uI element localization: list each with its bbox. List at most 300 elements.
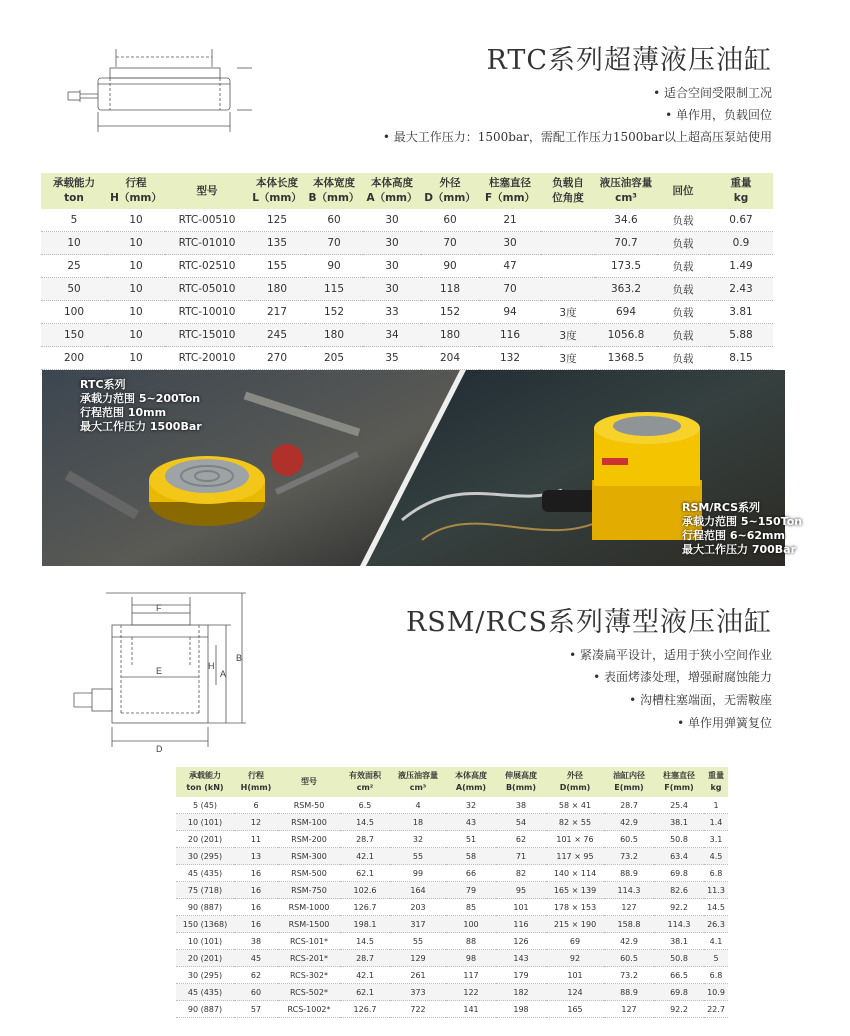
rsm-table-cell: RCS-201* (278, 950, 340, 967)
rtc-table-cell: 0.9 (709, 232, 773, 255)
rtc-table-cell: 负载 (657, 278, 709, 301)
rsm-col-header-line: 液压油容量 (398, 771, 438, 780)
dim-label-b: B (236, 653, 243, 663)
rsm-table-cell: 85 (446, 899, 496, 916)
rtc-feature-1: • 适合空间受限制工况 (653, 86, 772, 100)
rtc-table-row (41, 347, 773, 370)
rtc-table-cell: 90 (305, 255, 363, 278)
rsm-col-header (446, 767, 496, 797)
rtc-col-header-line: 承载能力 (53, 177, 95, 189)
rtc-table-cell: 180 (249, 278, 305, 301)
rsm-col-header (654, 767, 704, 797)
rtc-photo-line-3: 行程范围 10mm (80, 406, 167, 419)
rtc-col-header (305, 173, 363, 209)
rtc-col-header-line: 柱塞直径 (489, 177, 531, 189)
rtc-table-cell: 0.67 (709, 209, 773, 232)
rtc-table-cell: 负载 (657, 209, 709, 232)
rtc-table-cell: 5.88 (709, 324, 773, 347)
rtc-table-cell: 3度 (541, 301, 595, 324)
rsm-table-cell: 79 (446, 882, 496, 899)
rtc-table-cell: 115 (305, 278, 363, 301)
rsm-table-row (176, 1001, 728, 1018)
rsm-table-cell: 63.4 (654, 848, 704, 865)
rtc-table-cell: 135 (249, 232, 305, 255)
rtc-table-cell: 150 (41, 324, 107, 347)
rsm-feature-4: • 单作用弹簧复位 (677, 716, 772, 730)
rsm-table-cell: 6.8 (704, 967, 728, 984)
rtc-table-cell: 204 (421, 347, 479, 370)
rsm-table-cell: 42.9 (604, 933, 654, 950)
rsm-col-header-line: cm³ (409, 783, 427, 792)
rtc-spec-table (41, 173, 773, 370)
rtc-table-cell: 30 (479, 232, 541, 255)
rsm-table-cell: 62.1 (340, 865, 390, 882)
rtc-table-cell: 70 (421, 232, 479, 255)
rsm-table-cell: 179 (496, 967, 546, 984)
rsm-table-cell: 5 (704, 950, 728, 967)
rsm-table-cell: 101 (496, 899, 546, 916)
rsm-table-cell: 30 (295) (176, 848, 234, 865)
rsm-table-row (176, 797, 728, 814)
rsm-table-cell: 90 (887) (176, 899, 234, 916)
rsm-table-cell: 90 (887) (176, 1001, 234, 1018)
rsm-table-cell: RCS-502* (278, 984, 340, 1001)
rtc-table-cell: 118 (421, 278, 479, 301)
rsm-table-cell: 92 (546, 950, 604, 967)
rsm-col-header-line: 承载能力 (189, 771, 221, 780)
rsm-table-cell: RCS-101* (278, 933, 340, 950)
rtc-table-cell: 10 (107, 324, 165, 347)
rsm-table-cell: RCS-302* (278, 967, 340, 984)
rtc-table-cell: 694 (595, 301, 657, 324)
rsm-table-cell: 73.2 (604, 967, 654, 984)
rsm-table-cell: 198.1 (340, 916, 390, 933)
rsm-table-cell: 38 (234, 933, 278, 950)
rtc-col-header (479, 173, 541, 209)
rsm-table-cell: 1 (704, 797, 728, 814)
rsm-table-cell: 28.7 (340, 950, 390, 967)
rtc-col-header (363, 173, 421, 209)
rtc-table-cell: RTC-05010 (165, 278, 249, 301)
rsm-photo-line-1: RSM/RCS系列 (682, 501, 761, 514)
rtc-table-cell: 负载 (657, 347, 709, 370)
product-photo-band (42, 370, 803, 566)
rsm-table-cell: RSM-200 (278, 831, 340, 848)
rtc-table-cell: 10 (107, 347, 165, 370)
rsm-table-cell: 141 (446, 1001, 496, 1018)
rsm-table-cell: 11 (234, 831, 278, 848)
rtc-table-cell: 70 (479, 278, 541, 301)
rsm-table-cell: 69 (546, 933, 604, 950)
rtc-col-header-line: A（mm） (366, 192, 418, 204)
rsm-col-header-line: 柱塞直径 (663, 771, 695, 780)
rsm-table-cell: 66.5 (654, 967, 704, 984)
rtc-table-cell: 116 (479, 324, 541, 347)
rtc-cylinder-drawing (62, 40, 252, 145)
rtc-col-header (165, 173, 249, 209)
rtc-table-cell: RTC-02510 (165, 255, 249, 278)
rtc-table-cell: 180 (305, 324, 363, 347)
rtc-table-cell: 30 (363, 232, 421, 255)
rsm-col-header-line: D(mm) (559, 783, 591, 792)
rtc-feature-2: • 单作用，负载回位 (665, 108, 772, 122)
rsm-col-header-line: 有效面积 (349, 771, 381, 780)
rsm-table-cell: 57 (234, 1001, 278, 1018)
rsm-col-header-line: B(mm) (505, 783, 537, 792)
rsm-col-header-line: 重量 (708, 771, 724, 780)
rtc-table-row (41, 209, 773, 232)
rtc-table-cell: 8.15 (709, 347, 773, 370)
rsm-table-row (176, 984, 728, 1001)
rsm-table-cell: 69.8 (654, 984, 704, 1001)
rsm-col-header-line: ton (kN) (186, 783, 224, 792)
rtc-col-header (657, 173, 709, 209)
rtc-table-row (41, 324, 773, 347)
rsm-table-cell: 38.1 (654, 814, 704, 831)
rsm-table-cell: 1.4 (704, 814, 728, 831)
rsm-table-cell: 22.7 (704, 1001, 728, 1018)
rtc-table-cell: 217 (249, 301, 305, 324)
rsm-table-cell: 60 (234, 984, 278, 1001)
rsm-col-header (278, 767, 340, 797)
rsm-spec-table (176, 767, 728, 1018)
rtc-table-cell: 155 (249, 255, 305, 278)
rsm-table-row (176, 882, 728, 899)
rtc-col-header-line: ton (64, 192, 84, 204)
rsm-table-cell: 117 (446, 967, 496, 984)
rtc-table-cell: 3.81 (709, 301, 773, 324)
rsm-col-header-line: H(mm) (240, 783, 272, 792)
rtc-col-header-line: 本体高度 (371, 177, 413, 189)
rsm-col-header-line: kg (710, 783, 722, 792)
rsm-table-cell: 6 (234, 797, 278, 814)
rsm-cylinder-drawing (66, 585, 262, 755)
rtc-table-row (41, 255, 773, 278)
rtc-table-cell: RTC-00510 (165, 209, 249, 232)
rtc-table-cell: 94 (479, 301, 541, 324)
rsm-table-cell: 60.5 (604, 950, 654, 967)
rtc-table-cell: 30 (363, 255, 421, 278)
rtc-col-header-line: 本体长度 (256, 177, 298, 189)
rsm-col-header-line: 行程 (248, 771, 264, 780)
rsm-table-cell: RSM-300 (278, 848, 340, 865)
rtc-table-row (41, 301, 773, 324)
rsm-table-cell: 215 × 190 (546, 916, 604, 933)
rsm-table-cell: 58 × 41 (546, 797, 604, 814)
rsm-table-cell: 55 (390, 933, 446, 950)
rtc-col-header (249, 173, 305, 209)
rsm-table-row (176, 831, 728, 848)
rtc-col-header-line: 本体宽度 (313, 177, 355, 189)
rtc-table-cell: 60 (421, 209, 479, 232)
rsm-feature-3: • 沟槽柱塞端面，无需鞍座 (629, 693, 772, 707)
rsm-table-cell: 4.5 (704, 848, 728, 865)
rtc-table-cell: 173.5 (595, 255, 657, 278)
rtc-col-header-line: 位角度 (552, 192, 584, 204)
rsm-table-cell: 20 (201) (176, 831, 234, 848)
rsm-photo-line-2: 承载力范围 5~150Ton (682, 515, 803, 528)
rtc-table-cell: 34 (363, 324, 421, 347)
rsm-table-cell: 126.7 (340, 899, 390, 916)
rtc-table-cell: 25 (41, 255, 107, 278)
rtc-table-cell: 152 (421, 301, 479, 324)
rsm-table-cell: 50.8 (654, 831, 704, 848)
rsm-table-cell: 20 (201) (176, 950, 234, 967)
rtc-feature-3: • 最大工作压力：1500bar，需配工作压力1500bar以上超高压泵站使用 (382, 130, 772, 144)
rtc-photo-line-4: 最大工作压力 1500Bar (80, 420, 202, 433)
rsm-table-cell: RSM-1000 (278, 899, 340, 916)
rtc-table-cell: 245 (249, 324, 305, 347)
rsm-col-header-line: A(mm) (455, 783, 487, 792)
rsm-table-cell: 16 (234, 882, 278, 899)
rtc-table-cell: 132 (479, 347, 541, 370)
rsm-table-cell: RSM-1500 (278, 916, 340, 933)
rtc-table-row (41, 278, 773, 301)
rsm-table-cell: 126 (496, 933, 546, 950)
rsm-table-cell: 10.9 (704, 984, 728, 1001)
rtc-table-cell: RTC-01010 (165, 232, 249, 255)
rsm-table-cell: 66 (446, 865, 496, 882)
rsm-table-cell: 62.1 (340, 984, 390, 1001)
rtc-table-cell: 70.7 (595, 232, 657, 255)
rtc-table-cell: 负载 (657, 255, 709, 278)
rsm-table-cell: 32 (390, 831, 446, 848)
rsm-table-cell: 165 × 139 (546, 882, 604, 899)
rtc-table-cell: 100 (41, 301, 107, 324)
rsm-table-row (176, 950, 728, 967)
rsm-table-cell: 51 (446, 831, 496, 848)
rsm-table-cell: 126.7 (340, 1001, 390, 1018)
rsm-table-cell: 116 (496, 916, 546, 933)
rtc-table-cell: 10 (107, 278, 165, 301)
rtc-col-header-line: H（mm） (110, 192, 162, 204)
rtc-table-cell: 30 (363, 278, 421, 301)
rsm-table-cell: 62 (234, 967, 278, 984)
rsm-table-cell: 4 (390, 797, 446, 814)
rtc-table-cell: 60 (305, 209, 363, 232)
rsm-table-cell: 127 (604, 899, 654, 916)
rsm-table-cell: 143 (496, 950, 546, 967)
rsm-table-cell: 182 (496, 984, 546, 1001)
rsm-table-cell: 82 (496, 865, 546, 882)
rsm-table-cell: 140 × 114 (546, 865, 604, 882)
rsm-table-cell: 54 (496, 814, 546, 831)
rsm-table-cell: 28.7 (340, 831, 390, 848)
rsm-table-cell: 261 (390, 967, 446, 984)
rsm-table-cell: RSM-750 (278, 882, 340, 899)
rsm-table-cell: 88.9 (604, 865, 654, 882)
rtc-table-cell: 负载 (657, 324, 709, 347)
rsm-table-cell: 12 (234, 814, 278, 831)
rsm-table-cell: 11.3 (704, 882, 728, 899)
rsm-table-cell: 98 (446, 950, 496, 967)
rsm-table-cell: 14.5 (704, 899, 728, 916)
rtc-table-cell: 10 (107, 232, 165, 255)
rsm-table-cell: 122 (446, 984, 496, 1001)
rsm-col-header (176, 767, 234, 797)
rsm-table-cell: 5 (45) (176, 797, 234, 814)
rsm-table-cell: 3.1 (704, 831, 728, 848)
rtc-table-cell: 3度 (541, 324, 595, 347)
rsm-table-cell: 178 × 153 (546, 899, 604, 916)
rtc-table-cell (541, 209, 595, 232)
rtc-col-header-line: 重量 (730, 177, 752, 189)
rtc-col-header-line: F（mm） (484, 192, 536, 204)
rtc-table-cell (541, 232, 595, 255)
rsm-table-cell: 203 (390, 899, 446, 916)
rsm-table-cell: 16 (234, 916, 278, 933)
rsm-table-cell: 6.8 (704, 865, 728, 882)
rsm-table-cell: 114.3 (654, 916, 704, 933)
rsm-table-cell: 25.4 (654, 797, 704, 814)
rsm-table-cell: 88.9 (604, 984, 654, 1001)
rsm-table-row (176, 916, 728, 933)
rsm-table-cell: RSM-100 (278, 814, 340, 831)
rsm-table-cell: 45 (234, 950, 278, 967)
rsm-table-cell: 165 (546, 1001, 604, 1018)
rtc-table-cell: 1368.5 (595, 347, 657, 370)
rsm-table-cell: 10 (101) (176, 933, 234, 950)
rsm-table-cell: 38.1 (654, 933, 704, 950)
rsm-table-cell: 26.3 (704, 916, 728, 933)
rsm-table-cell: 60.5 (604, 831, 654, 848)
rtc-table-cell: 30 (363, 209, 421, 232)
rtc-col-header (595, 173, 657, 209)
rtc-table-cell: 10 (107, 255, 165, 278)
rsm-col-header-line: cm² (356, 783, 374, 792)
rsm-table-cell: 58 (446, 848, 496, 865)
rtc-col-header-line: 外径 (439, 177, 461, 189)
rtc-table-cell: 180 (421, 324, 479, 347)
rtc-table-cell: 125 (249, 209, 305, 232)
rtc-col-header-line: 型号 (196, 184, 218, 197)
rtc-col-header-line: 行程 (125, 177, 147, 189)
rsm-table-cell: 69.8 (654, 865, 704, 882)
rsm-table-cell: 129 (390, 950, 446, 967)
rtc-table-cell: 50 (41, 278, 107, 301)
rtc-col-header-line: D（mm） (424, 192, 476, 204)
rsm-table-cell: 42.1 (340, 848, 390, 865)
rtc-photo-caption (80, 378, 202, 434)
rsm-table-row (176, 899, 728, 916)
rsm-table-cell: 42.9 (604, 814, 654, 831)
rsm-table-header (176, 767, 728, 797)
rsm-col-header-line: 油缸内径 (613, 771, 645, 780)
rsm-table-cell: 32 (446, 797, 496, 814)
rtc-table-cell: 270 (249, 347, 305, 370)
rsm-col-header-line: 本体高度 (455, 771, 487, 780)
rtc-col-header (41, 173, 107, 209)
rsm-col-header-line: 型号 (301, 777, 317, 786)
rsm-table-cell: RSM-50 (278, 797, 340, 814)
rtc-table-cell: 34.6 (595, 209, 657, 232)
rsm-table-cell: 158.8 (604, 916, 654, 933)
rsm-col-header-line: 伸展高度 (505, 771, 537, 780)
rsm-table-cell: 28.7 (604, 797, 654, 814)
rsm-col-header (546, 767, 604, 797)
rsm-table-cell: 150 (1368) (176, 916, 234, 933)
rtc-table-cell: RTC-15010 (165, 324, 249, 347)
rtc-table-cell: 200 (41, 347, 107, 370)
rsm-feature-2: • 表面烤漆处理，增强耐腐蚀能力 (593, 670, 772, 684)
rtc-photo-line-2: 承载力范围 5~200Ton (80, 392, 201, 405)
rtc-table-cell (541, 255, 595, 278)
rtc-table-cell: 1056.8 (595, 324, 657, 347)
rtc-table-cell (541, 278, 595, 301)
rsm-table-cell: 102.6 (340, 882, 390, 899)
rtc-col-header (709, 173, 773, 209)
rsm-table-cell: 43 (446, 814, 496, 831)
rtc-table-cell: 1.49 (709, 255, 773, 278)
rsm-table-cell: 101 × 76 (546, 831, 604, 848)
rsm-table-cell: 88 (446, 933, 496, 950)
rsm-col-header (496, 767, 546, 797)
rsm-table-cell: 73.2 (604, 848, 654, 865)
dim-label-f: F (156, 603, 162, 613)
rsm-photo-line-4: 最大工作压力 700Bar (682, 543, 797, 556)
rtc-col-header-line: 负载自 (552, 177, 584, 189)
rsm-table-cell: 101 (546, 967, 604, 984)
rsm-table-cell: 16 (234, 899, 278, 916)
rtc-table-cell: 3度 (541, 347, 595, 370)
rsm-table-row (176, 848, 728, 865)
rsm-table-cell: 30 (295) (176, 967, 234, 984)
rsm-table-cell: 92.2 (654, 1001, 704, 1018)
rtc-table-cell: 152 (305, 301, 363, 324)
rsm-table-cell: 10 (101) (176, 814, 234, 831)
rtc-table-cell: RTC-10010 (165, 301, 249, 324)
rsm-table-cell: 18 (390, 814, 446, 831)
rtc-title: RTC系列超薄液压油缸 (486, 45, 772, 76)
rtc-col-header-line: 液压油容量 (599, 177, 653, 189)
rtc-table-cell: 负载 (657, 232, 709, 255)
rsm-col-header (604, 767, 654, 797)
rsm-table-cell: 45 (435) (176, 984, 234, 1001)
rsm-table-cell: 14.5 (340, 814, 390, 831)
rtc-col-header (421, 173, 479, 209)
rsm-photo-line-3: 行程范围 6~62mm (682, 529, 785, 542)
rsm-table-cell: 82.6 (654, 882, 704, 899)
rsm-table-cell: 92.2 (654, 899, 704, 916)
rsm-table-cell: 55 (390, 848, 446, 865)
rsm-table-cell: 38 (496, 797, 546, 814)
rsm-table-cell: 117 × 95 (546, 848, 604, 865)
rsm-table-cell: 62 (496, 831, 546, 848)
rsm-table-cell: 16 (234, 865, 278, 882)
rtc-table-cell: 10 (41, 232, 107, 255)
rtc-table-cell: 10 (107, 209, 165, 232)
rtc-col-header-line: cm³ (615, 192, 637, 204)
rsm-col-header-line: F(mm) (664, 783, 694, 792)
rtc-table-cell: 70 (305, 232, 363, 255)
rsm-table-cell: 13 (234, 848, 278, 865)
rtc-col-header (107, 173, 165, 209)
rsm-table-cell: 50.8 (654, 950, 704, 967)
rtc-col-header-line: B（mm） (308, 192, 360, 204)
rsm-col-header (340, 767, 390, 797)
rsm-table-cell: 164 (390, 882, 446, 899)
rsm-table-cell: 42.1 (340, 967, 390, 984)
rtc-table-header (41, 173, 773, 209)
rsm-table-cell: 71 (496, 848, 546, 865)
rsm-table-cell: 124 (546, 984, 604, 1001)
rsm-table-cell: 373 (390, 984, 446, 1001)
rtc-table-cell: 47 (479, 255, 541, 278)
rsm-table-cell: RCS-1002* (278, 1001, 340, 1018)
rtc-table-row (41, 232, 773, 255)
rsm-col-header-line: E(mm) (614, 783, 644, 792)
rsm-table-cell: 82 × 55 (546, 814, 604, 831)
